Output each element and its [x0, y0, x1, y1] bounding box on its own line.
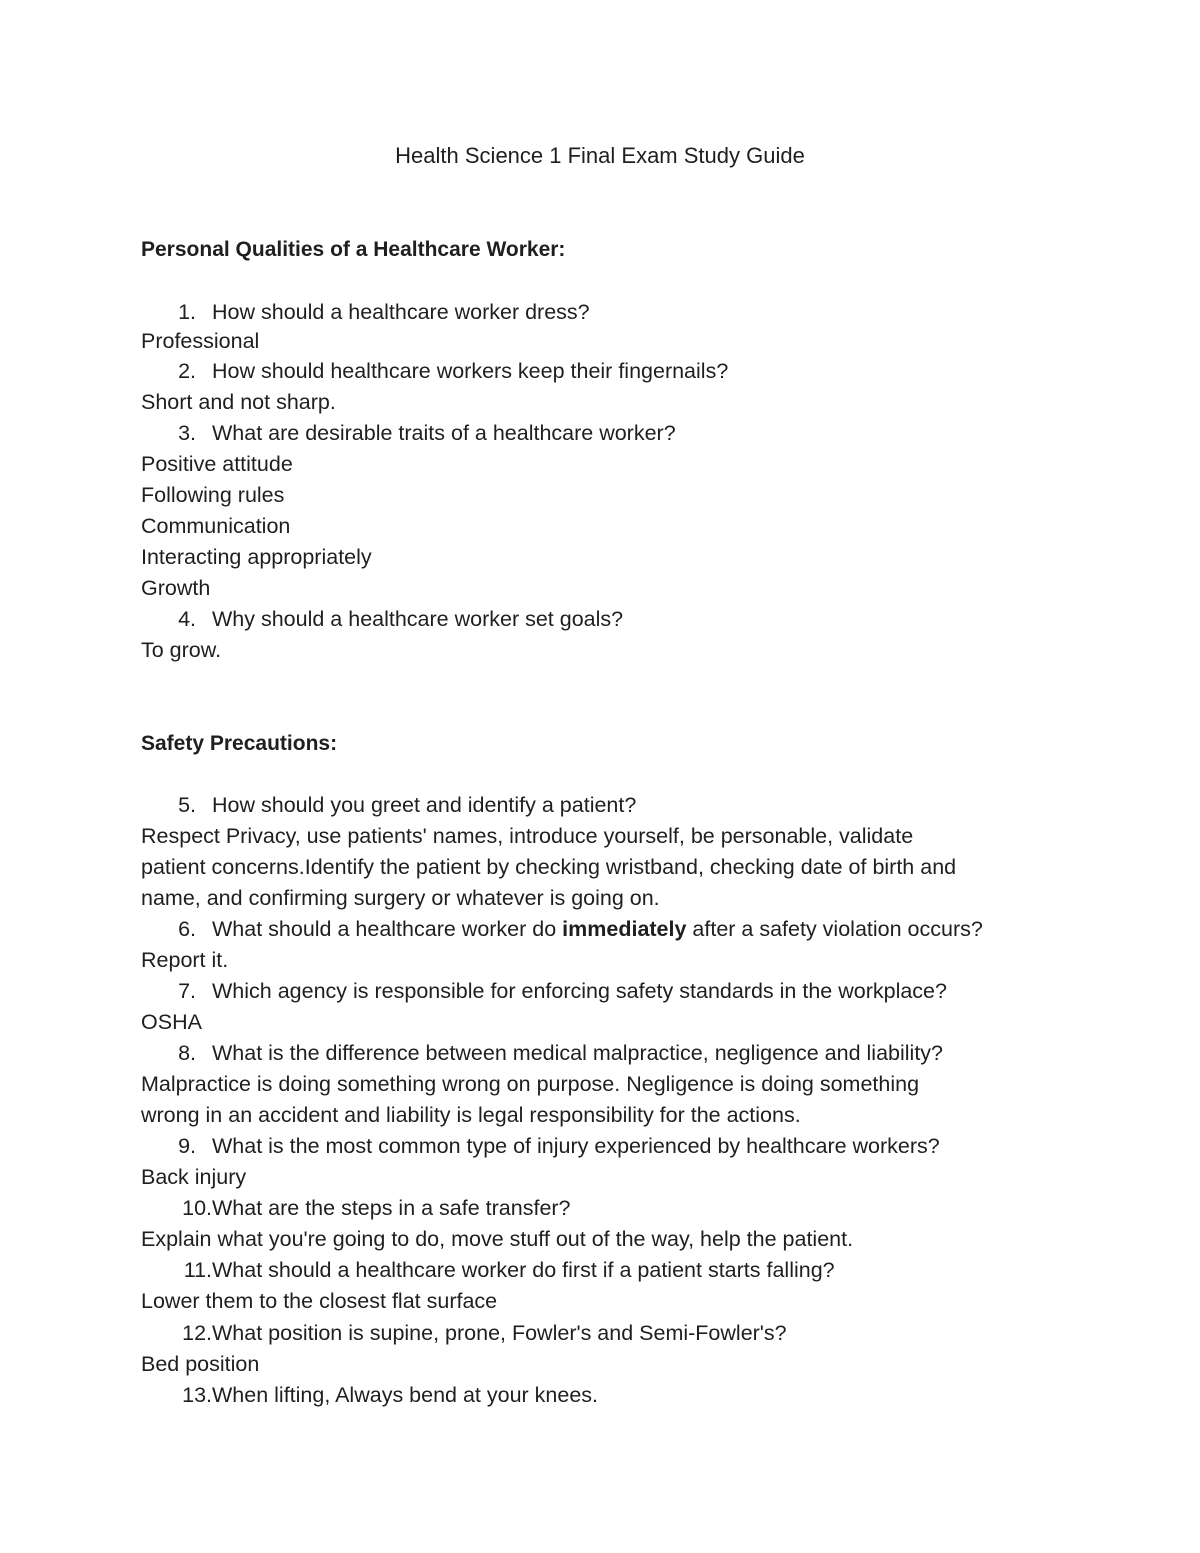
question-text: What are the steps in a safe transfer? [212, 1196, 571, 1220]
answer-line: OSHA [141, 1010, 202, 1034]
question-text: What are desirable traits of a healthcare worker? [212, 421, 676, 445]
document-title: Health Science 1 Final Exam Study Guide [395, 143, 805, 168]
answer-line: Explain what you're going to do, move stuff out of the way, help the patient. [141, 1227, 854, 1251]
question-text-part: What should a healthcare worker do [212, 917, 563, 941]
question-1 [141, 297, 590, 327]
question-text: What should a healthcare worker do first if a patient starts falling? [212, 1258, 835, 1282]
answer-line: To grow. [141, 638, 222, 662]
question-text: Why should a healthcare worker set goals? [212, 607, 624, 631]
answer-line: patient concerns.Identify the patient by checking wristband, checking date of birth and [141, 855, 957, 879]
question-text: When lifting, Always bend at your knees. [212, 1383, 599, 1407]
question-number: 10. [182, 1196, 212, 1220]
question-text-part: after a safety violation occurs? [686, 917, 983, 941]
question-number: 6. [178, 917, 196, 941]
question-text [212, 914, 983, 944]
question-number: 1. [178, 300, 196, 324]
answer-line: Malpractice is doing something wrong on purpose. Negligence is doing something [141, 1072, 920, 1096]
question-text: What is the most common type of injury experienced by healthcare workers? [212, 1134, 940, 1158]
question-text: What is the difference between medical malpractice, negligence and liability? [212, 1041, 944, 1065]
answer-line: wrong in an accident and liability is legal responsibility for the actions. [141, 1103, 801, 1127]
question-5 [141, 790, 636, 820]
answer-line: Back injury [141, 1165, 247, 1189]
answer-line: Growth [141, 576, 211, 600]
question-number: 8. [178, 1041, 196, 1065]
section-heading-personal-qualities: Personal Qualities of a Healthcare Worker: [141, 238, 566, 261]
question-number: 13. [182, 1383, 212, 1407]
answer-line: Communication [141, 514, 291, 538]
question-number: 3. [178, 421, 196, 445]
question-text: How should healthcare workers keep their fingernails? [212, 359, 729, 383]
answer-line: Bed position [141, 1352, 260, 1376]
question-12 [141, 1318, 787, 1348]
question-text: How should you greet and identify a patient? [212, 793, 637, 817]
question-number: 7. [178, 979, 196, 1003]
answer-line: Following rules [141, 483, 285, 507]
answer-line: Positive attitude [141, 452, 293, 476]
answer-line: Lower them to the closest flat surface [141, 1289, 498, 1313]
question-number: 4. [178, 607, 196, 631]
question-10 [141, 1193, 571, 1223]
answer-line: Respect Privacy, use patients' names, introduce yourself, be personable, validate [141, 824, 914, 848]
question-number: 9. [178, 1134, 196, 1158]
question-text-emphasis: immediately [562, 917, 687, 941]
section-heading-safety-precautions: Safety Precautions: [141, 732, 338, 755]
question-text: How should a healthcare worker dress? [212, 300, 590, 324]
question-6 [141, 914, 983, 944]
question-3 [141, 418, 676, 448]
question-9 [141, 1131, 940, 1161]
question-4 [141, 604, 623, 634]
answer-line: Report it. [141, 948, 229, 972]
question-text: What position is supine, prone, Fowler's and Semi-Fowler's? [212, 1321, 787, 1345]
answer-line: Professional [141, 329, 260, 353]
question-8 [141, 1038, 943, 1068]
question-number: 12. [182, 1321, 212, 1345]
question-number: 11. [183, 1258, 212, 1282]
answer-line: Short and not sharp. [141, 390, 336, 414]
question-11 [141, 1255, 835, 1285]
question-number: 5. [178, 793, 196, 817]
answer-line: Interacting appropriately [141, 545, 372, 569]
question-13 [141, 1380, 598, 1410]
answer-line: name, and confirming surgery or whatever is going on. [141, 886, 660, 910]
question-number: 2. [178, 359, 196, 383]
question-2 [141, 356, 728, 386]
question-7 [141, 976, 947, 1006]
question-text: Which agency is responsible for enforcing safety standards in the workplace? [212, 979, 947, 1003]
